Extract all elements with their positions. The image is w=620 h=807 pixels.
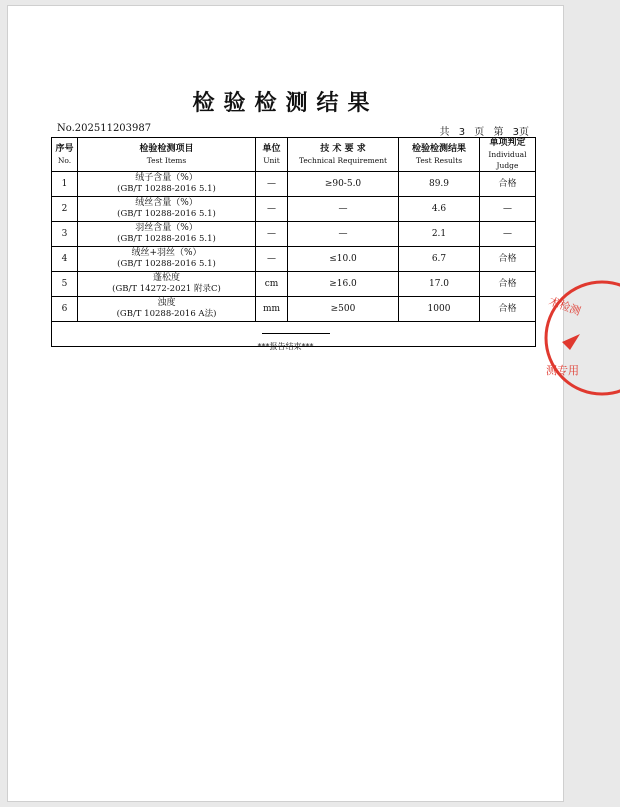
cell-item: 浊度 (GB/T 10288-2016 A法): [78, 297, 256, 322]
report-end-text: ***报告结束***: [257, 342, 314, 351]
page-title: 检验检测结果: [192, 91, 379, 116]
header-requirement: 技 术 要 求 Technical Requirement: [288, 138, 399, 172]
cell-no: 6: [52, 297, 78, 322]
cell-result: 1000: [399, 297, 480, 322]
table-row: [52, 222, 536, 247]
svg-text:测专用: 测专用: [546, 364, 579, 377]
cell-judge: 合格: [480, 172, 536, 197]
table-row: [52, 297, 536, 322]
cell-unit: —: [256, 172, 288, 197]
cell-result: 2.1: [399, 222, 480, 247]
cell-result: 6.7: [399, 247, 480, 272]
results-table: [51, 137, 536, 347]
cell-judge: —: [480, 197, 536, 222]
report-page: [7, 5, 583, 802]
table-header-row: [52, 138, 536, 172]
cell-no: 3: [52, 222, 78, 247]
cell-item: 绒子含量（%） (GB/T 10288-2016 5.1): [78, 172, 256, 197]
official-seal: [540, 276, 620, 401]
cell-unit: cm: [256, 272, 288, 297]
table-row: [52, 172, 536, 197]
cell-unit: mm: [256, 297, 288, 322]
cell-item: 绒丝+羽丝（%） (GB/T 10288-2016 5.1): [78, 247, 256, 272]
cell-result: 89.9: [399, 172, 480, 197]
cell-judge: 合格: [480, 247, 536, 272]
table-row: [52, 197, 536, 222]
header-no: 序号 No.: [52, 138, 78, 172]
table-row: [52, 272, 536, 297]
end-rule: [262, 333, 330, 334]
cell-item: 绒丝含量（%） (GB/T 10288-2016 5.1): [78, 197, 256, 222]
cell-unit: —: [256, 222, 288, 247]
cell-requirement: ≥90-5.0: [288, 172, 399, 197]
header-results: 检验检测结果 Test Results: [399, 138, 480, 172]
page-info: 共 3 页 第 3页: [439, 127, 529, 138]
cell-unit: —: [256, 247, 288, 272]
table-row: [52, 247, 536, 272]
cell-unit: —: [256, 197, 288, 222]
cell-requirement: —: [288, 197, 399, 222]
cell-item: 蓬松度 (GB/T 14272-2021 附录C): [78, 272, 256, 297]
cell-item: 羽丝含量（%） (GB/T 10288-2016 5.1): [78, 222, 256, 247]
cell-no: 5: [52, 272, 78, 297]
cell-judge: —: [480, 222, 536, 247]
cell-judge: 合格: [480, 297, 536, 322]
cell-requirement: ≥16.0: [288, 272, 399, 297]
cell-no: 1: [52, 172, 78, 197]
cell-requirement: ≥500: [288, 297, 399, 322]
cell-no: 4: [52, 247, 78, 272]
cell-judge: 合格: [480, 272, 536, 297]
svg-text:术检测: 术检测: [546, 294, 583, 319]
cell-requirement: —: [288, 222, 399, 247]
header-items: 检验检测项目 Test Items: [78, 138, 256, 172]
cell-requirement: ≤10.0: [288, 247, 399, 272]
header-judge: 单项判定 Individual Judge: [480, 138, 536, 172]
cell-result: 17.0: [399, 272, 480, 297]
cell-no: 2: [52, 197, 78, 222]
header-unit: 单位 Unit: [256, 138, 288, 172]
cell-result: 4.6: [399, 197, 480, 222]
report-number: No.202511203987: [57, 123, 152, 134]
